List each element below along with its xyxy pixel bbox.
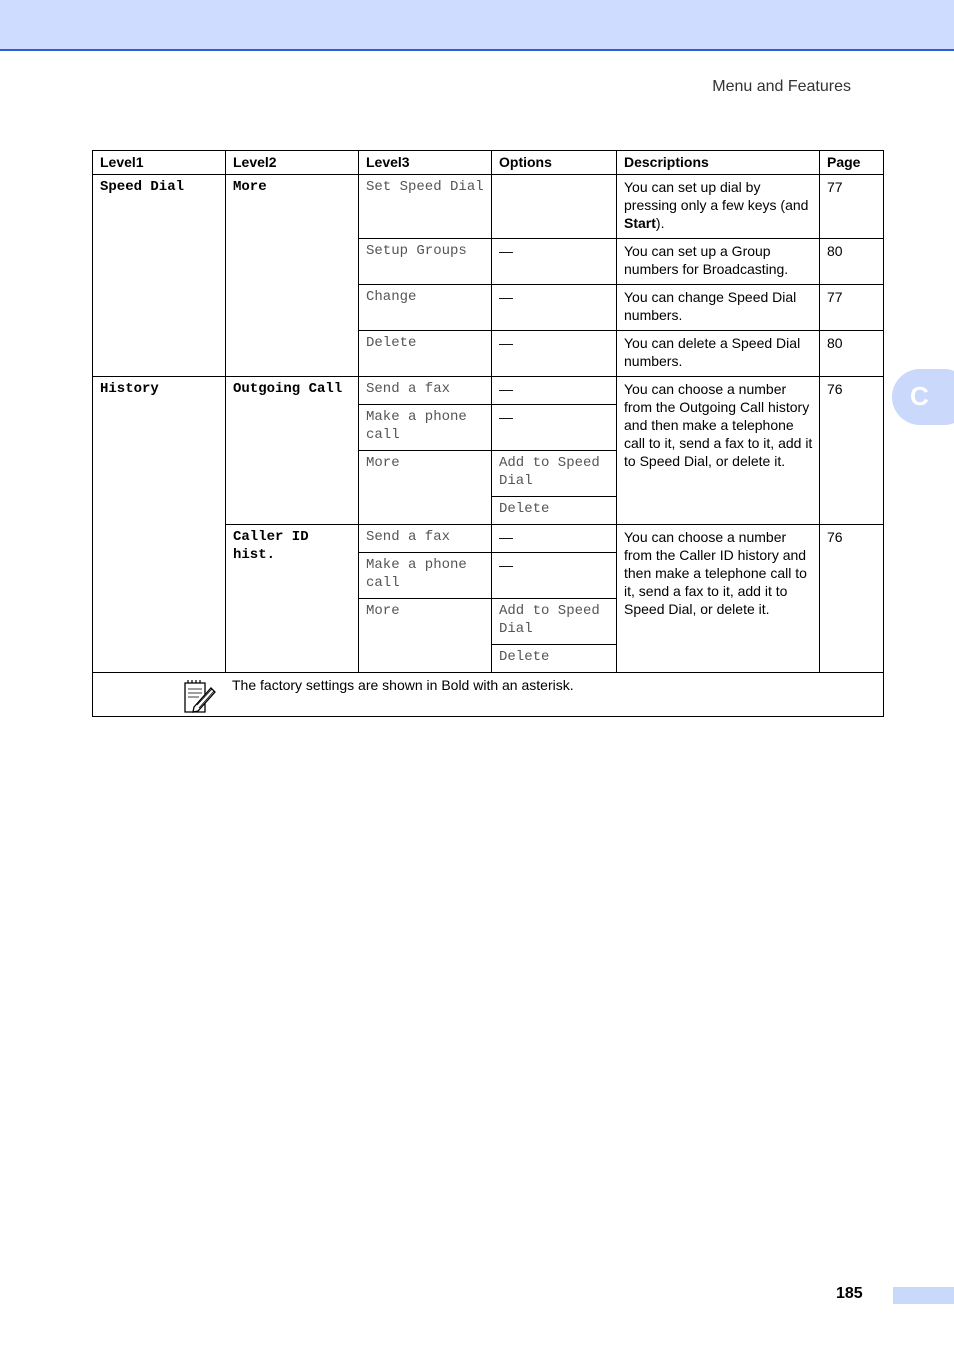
page-cell: 80 [820,239,884,285]
page-cell: 76 [820,525,884,673]
description-cell: You can delete a Speed Dial numbers. [617,331,820,377]
options-cell: — [492,525,617,553]
description-cell: You can choose a number from the Caller ID history and then make a telephone call to it, send a fax to it, add it to Speed Dial, or delete it. [617,525,820,673]
page-cell: 76 [820,377,884,525]
level3-cell: Make a phone call [359,553,492,599]
options-cell [492,175,617,239]
level1-cell: History [93,377,226,673]
options-cell: — [492,405,617,451]
table-header-row [93,151,884,175]
level1-cell: Speed Dial [93,175,226,377]
options-cell: Add to Speed Dial [492,599,617,645]
col-header: Page [820,151,884,175]
menu-table [92,150,884,717]
note-pencil-icon [181,679,217,715]
level3-cell: Send a fax [359,377,492,405]
level3-cell: Delete [359,331,492,377]
page-cell: 77 [820,175,884,239]
level3-cell: Change [359,285,492,331]
note-row [93,673,884,717]
level3-cell: Send a fax [359,525,492,553]
level2-cell: Outgoing Call [226,377,359,525]
options-cell: — [492,285,617,331]
level2-cell: Caller ID hist. [226,525,359,673]
description-cell: You can choose a number from the Outgoing Call history and then make a telephone call to it, send a fax to it, add it to Speed Dial, or delete it. [617,377,820,525]
chapter-letter: C [910,381,929,411]
description-cell: You can set up a Group numbers for Broadcasting. [617,239,820,285]
col-header: Descriptions [617,151,820,175]
description-cell: You can change Speed Dial numbers. [617,285,820,331]
level3-cell: More [359,599,492,673]
description-cell [617,175,820,239]
top-header-band [0,0,954,51]
level3-cell: Setup Groups [359,239,492,285]
level3-cell: More [359,451,492,525]
note-cell [93,673,884,717]
page-cell: 77 [820,285,884,331]
options-cell: — [492,331,617,377]
col-header: Level2 [226,151,359,175]
options-cell: — [492,553,617,599]
col-header: Level3 [359,151,492,175]
description-bold: Start [624,215,656,231]
col-header: Options [492,151,617,175]
note-text: The factory settings are shown in Bold with an asterisk. [232,677,574,693]
options-cell: — [492,377,617,405]
col-header: Level1 [93,151,226,175]
level3-cell: Set Speed Dial [359,175,492,239]
description-text: You can set up dial by pressing only a few keys (and [624,179,809,213]
table-row [93,175,884,239]
options-cell: — [492,239,617,285]
running-header: Menu and Features [712,78,851,95]
page-cell: 80 [820,331,884,377]
footer-page-bar [893,1287,954,1304]
level2-cell: More [226,175,359,377]
level3-cell: Make a phone call [359,405,492,451]
table-row [93,377,884,405]
options-cell: Delete [492,645,617,673]
description-text: ). [655,215,665,231]
options-cell: Delete [492,497,617,525]
options-cell: Add to Speed Dial [492,451,617,497]
chapter-tab [892,369,954,425]
page-number: 185 [836,1285,863,1302]
